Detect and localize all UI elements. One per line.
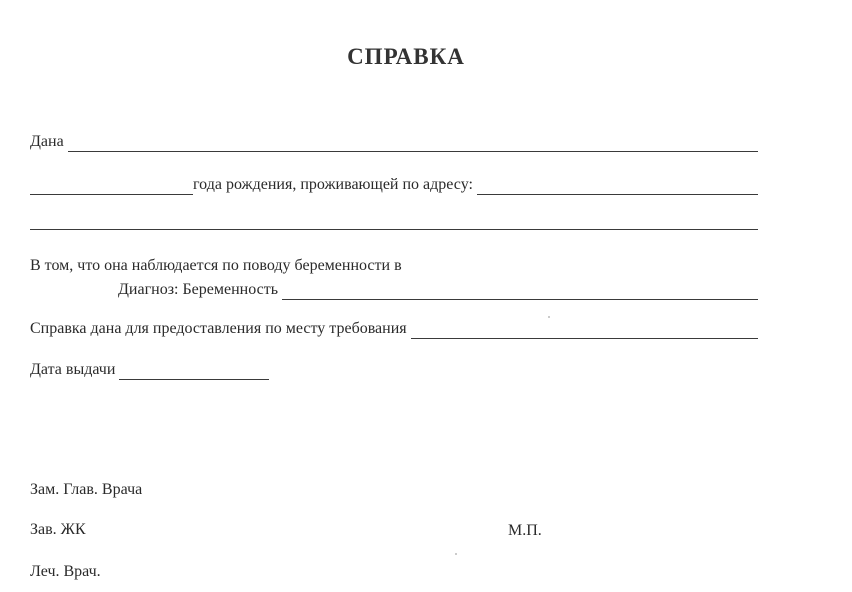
paper-speck <box>455 553 457 555</box>
issue-date-field <box>119 364 269 380</box>
attending-doctor-signature: Леч. Врач. <box>30 563 101 580</box>
birth-address-row <box>30 175 758 195</box>
purpose-label: Справка дана для предоставления по месту требования <box>30 320 407 337</box>
stamp-place: М.П. <box>508 522 542 539</box>
head-clinic-signature: Зав. ЖК <box>30 521 86 538</box>
diagnosis-field <box>282 284 758 300</box>
birth-address-label: года рождения, проживающей по адресу: <box>193 176 473 193</box>
observation-text: В том, что она наблюдается по поводу беременности в <box>30 257 402 274</box>
purpose-row <box>30 319 758 339</box>
paper-speck <box>548 316 550 318</box>
address-continuation-row <box>30 214 758 230</box>
diagnosis-label: Диагноз: Беременность <box>118 281 278 298</box>
given-to-row <box>30 132 758 152</box>
purpose-field <box>411 323 758 339</box>
issue-date-row <box>30 360 269 380</box>
issue-date-label: Дата выдачи <box>30 361 116 378</box>
address-field <box>477 179 758 195</box>
given-to-field <box>68 136 758 152</box>
address-continuation-field <box>30 214 758 230</box>
deputy-chief-signature: Зам. Глав. Врача <box>30 481 143 498</box>
birth-year-field <box>30 179 193 195</box>
document-title: СПРАВКА <box>347 44 465 69</box>
observation-row <box>30 256 402 276</box>
given-to-label: Дана <box>30 133 64 150</box>
diagnosis-row <box>118 280 758 300</box>
